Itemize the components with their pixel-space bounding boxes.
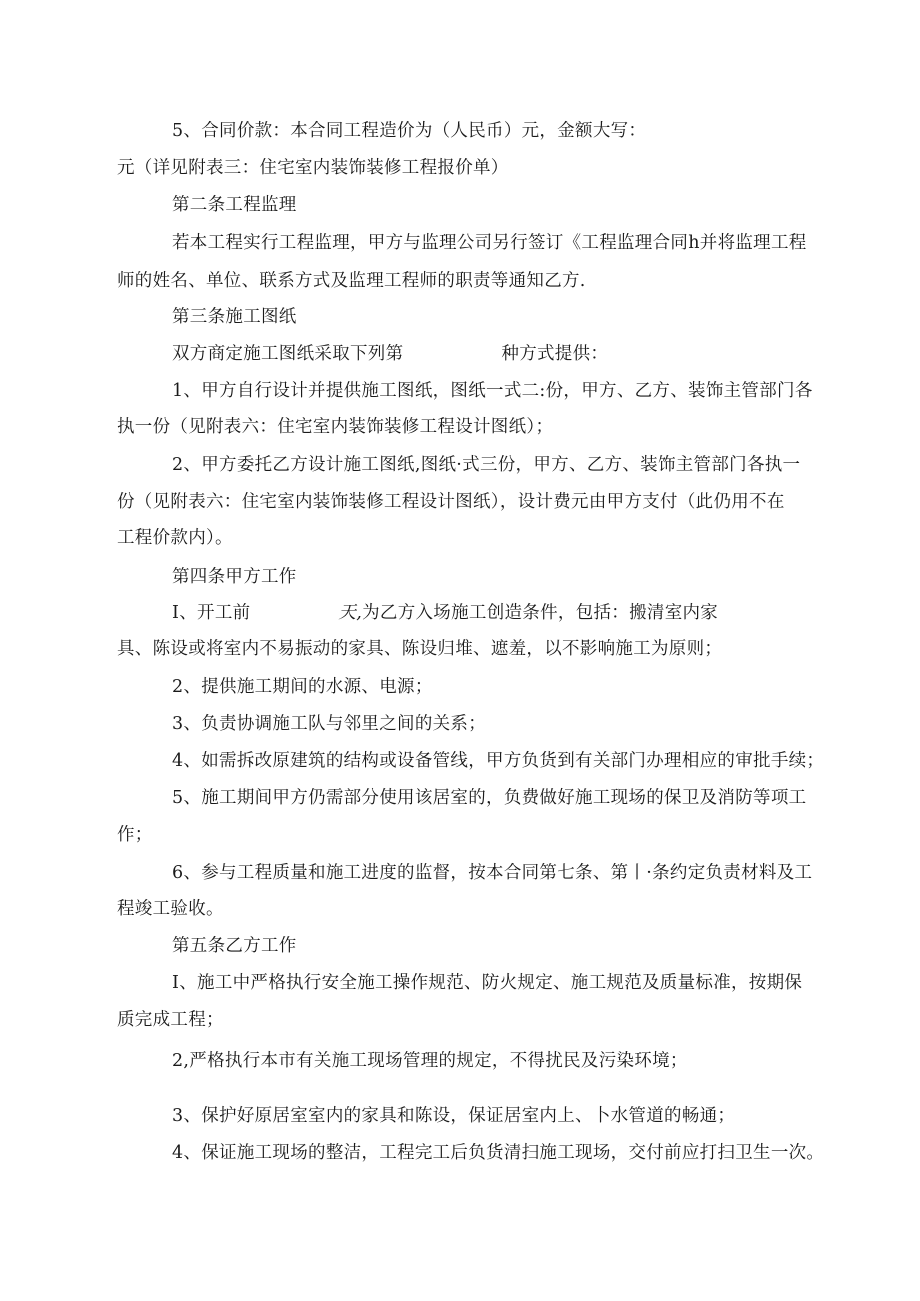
clause3-intro-part1: 双方商定施工图纸采取下列第 (172, 344, 404, 364)
clause4-item4: 4、如需拆改原建筑的结构或设备管线，甲方负货到有关部门办理相应的审批手续； (172, 751, 825, 771)
clause3-intro-part2: 种方式提供： (501, 344, 609, 364)
clause3-item2-line3: 工程价款内）。 (117, 528, 233, 548)
clause4-item1-part2: 为乙方入场施工创造条件，包括：搬清室内家 (362, 603, 719, 623)
clause4-item5-line2: 作； (117, 825, 153, 845)
clause5-item1-line1: I、施工中严格执行安全施工操作规范、防火规定、施工规范及质量标准，按期保 (172, 973, 803, 993)
clause4-item6-line2: 程竣工验收。 (117, 899, 224, 919)
clause4-item1-line1 (172, 602, 718, 624)
clause5-item4: 4、保证施工现场的整洁，工程完工后负货清扫施工现场，交付前应打扫卫生一次。 (172, 1143, 825, 1163)
clause1-item5-line1: 5、合同价款：本合同工程造价为（人民币）元，金额大写： (172, 121, 647, 141)
clause5-heading: 第五条乙方工作 (172, 936, 297, 956)
clause3-heading: 第三条施工图纸 (172, 307, 297, 327)
clause4-item5-line1: 5、施工期间甲方仍需部分使用该居室的，负费做好施工现场的保卫及消防等项工 (172, 788, 807, 808)
clause4-heading: 第四条甲方工作 (172, 567, 297, 587)
clause4-item3: 3、负责协调施工队与邻里之间的关系； (172, 714, 487, 734)
clause4-item1-part1: I、开工前 (172, 603, 251, 623)
clause3-item1-line1: 1、甲方自行设计并提供施工图纸，图纸一式二:份，甲方、乙方、装饰主管部门各 (172, 381, 813, 401)
clause5-item2: 2,严格执行本市有关施工现场管理的规定，不得扰民及污染环境； (172, 1051, 688, 1071)
clause2-para-line2: 师的姓名、单位、联系方式及监理工程师的职责等通知乙方. (117, 271, 586, 291)
clause4-item1-italic: 天, (338, 603, 363, 623)
clause5-item3: 3、保护好原居室室内的家具和陈设，保证居室内上、卜水管道的畅通； (172, 1106, 736, 1126)
clause3-item2-line1: 2、甲方委托乙方设计施工图纸,图纸·式三份，甲方、乙方、装饰主管部门各执一 (172, 455, 801, 475)
clause3-intro (172, 343, 608, 365)
clause3-item1-line2: 执一份（见附表六：住宅室内装饰装修工程设计图纸）； (117, 417, 554, 437)
clause4-item2: 2、提供施工期间的水源、电源； (172, 677, 433, 697)
clause4-item6-line1: 6、参与工程质量和施工进度的监督，按本合同第七条、第丨·条约定负责材料及工 (172, 863, 813, 883)
clause5-item1-line2: 质完成工程； (117, 1010, 224, 1030)
clause4-item1-line2: 具、陈设或将室内不易振动的家具、陈设归堆、遮羞，以不影响施工为原则； (117, 639, 723, 659)
clause2-heading: 第二条工程监理 (172, 195, 297, 215)
clause1-item5-line2: 元（详见附表三：住宅室内装饰装修工程报价单） (117, 158, 509, 178)
clause3-item2-line2: 份（见附表六：住宅室内装饰装修工程设计图纸），设计费元由甲方支付（此仍用不在 (117, 492, 785, 512)
clause2-para-line1: 若本工程实行工程监理，甲方与监理公司另行签订《工程监理合同h并将监理工程 (172, 233, 807, 253)
